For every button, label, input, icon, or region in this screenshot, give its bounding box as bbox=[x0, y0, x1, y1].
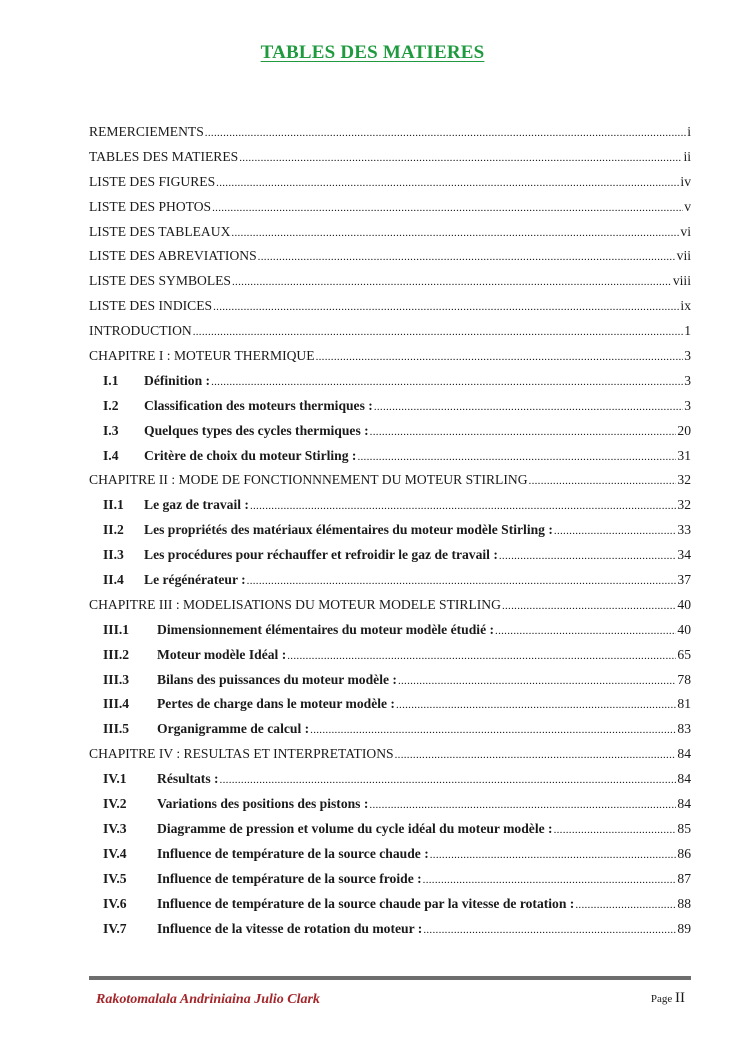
toc-entry[interactable] bbox=[89, 224, 691, 249]
toc-entry-page: 83 bbox=[677, 721, 691, 737]
toc-title: TABLES DES MATIERES bbox=[260, 42, 485, 63]
toc-dot-leader bbox=[374, 398, 683, 414]
toc-entry-label: LISTE DES INDICES bbox=[89, 298, 213, 314]
toc-entry-label: TABLES DES MATIERES bbox=[89, 148, 239, 164]
toc-entry-label: CHAPITRE I : MOTEUR THERMIQUE bbox=[89, 348, 315, 364]
toc-dot-leader bbox=[423, 921, 676, 937]
toc-entry-page: 3 bbox=[684, 348, 691, 364]
toc-entry-page: 40 bbox=[677, 621, 691, 637]
toc-entry-page: ii bbox=[683, 148, 691, 164]
toc-entry-page: 31 bbox=[677, 447, 691, 463]
toc-entry-number: IV.5 bbox=[103, 870, 127, 886]
toc-entry[interactable] bbox=[89, 174, 691, 199]
toc-entry[interactable] bbox=[89, 373, 691, 398]
toc-entry[interactable] bbox=[89, 696, 691, 721]
toc-entry-number: IV.6 bbox=[103, 895, 127, 911]
toc-entry-number: II.4 bbox=[103, 572, 124, 588]
toc-entry-label: Dimensionnement élémentaires du moteur modèle étudié : bbox=[157, 621, 495, 637]
toc-dot-leader bbox=[258, 248, 676, 264]
toc-entry-page: 32 bbox=[677, 497, 691, 513]
toc-entry-page: ix bbox=[680, 298, 691, 314]
toc-dot-leader bbox=[316, 348, 684, 364]
toc-entry[interactable] bbox=[89, 572, 691, 597]
toc-dot-leader bbox=[232, 273, 672, 289]
toc-entry[interactable] bbox=[89, 896, 691, 921]
toc-entry-page: 84 bbox=[677, 746, 691, 762]
toc-entry-number: II.1 bbox=[103, 497, 124, 513]
toc-entry-number: I.3 bbox=[103, 422, 119, 438]
toc-entry[interactable] bbox=[89, 423, 691, 448]
toc-entry-label: Le gaz de travail : bbox=[144, 497, 249, 513]
toc-dot-leader bbox=[369, 796, 676, 812]
toc-entry-page: 34 bbox=[677, 547, 691, 563]
toc-entry[interactable] bbox=[89, 647, 691, 672]
toc-entry[interactable] bbox=[89, 547, 691, 572]
toc-entry-label: CHAPITRE II : MODE DE FONCTIONNNEMENT DU MOTEUR STIRLING bbox=[89, 472, 528, 488]
toc-entry-page: v bbox=[684, 198, 691, 214]
toc-entry-label: Influence de température de la source chaude : bbox=[157, 845, 429, 861]
toc-entry-number: I.1 bbox=[103, 372, 119, 388]
toc-entry[interactable] bbox=[89, 273, 691, 298]
footer-rule bbox=[89, 976, 691, 980]
toc-entry-page: 87 bbox=[677, 870, 691, 886]
toc-entry-page: 1 bbox=[684, 323, 691, 339]
toc-dot-leader bbox=[529, 472, 677, 488]
toc-entry[interactable] bbox=[89, 721, 691, 746]
toc-entry-page: 86 bbox=[677, 845, 691, 861]
toc-entry-number: III.5 bbox=[103, 721, 130, 737]
toc-entry-page: iv bbox=[680, 173, 691, 189]
toc-entry-label: LISTE DES SYMBOLES bbox=[89, 273, 231, 289]
toc-entry[interactable] bbox=[89, 821, 691, 846]
toc-dot-leader bbox=[554, 522, 677, 538]
toc-entry[interactable] bbox=[89, 124, 691, 149]
toc-entry[interactable] bbox=[89, 348, 691, 373]
toc-entry-page: 88 bbox=[677, 895, 691, 911]
toc-entry-page: 65 bbox=[677, 646, 691, 662]
toc-entry-page: 3 bbox=[684, 372, 691, 388]
toc-entry-label: Pertes de charge dans le moteur modèle : bbox=[157, 696, 395, 712]
toc-dot-leader bbox=[193, 323, 684, 339]
toc-dot-leader bbox=[430, 846, 677, 862]
toc-entry[interactable] bbox=[89, 248, 691, 273]
toc-entry-label: Bilans des puissances du moteur modèle : bbox=[157, 671, 397, 687]
toc-entry[interactable] bbox=[89, 522, 691, 547]
toc-entry-page: viii bbox=[672, 273, 691, 289]
toc-dot-leader bbox=[220, 771, 677, 787]
toc-entry-page: 78 bbox=[677, 671, 691, 687]
toc-dot-leader bbox=[554, 821, 677, 837]
footer-page-word: Page bbox=[650, 993, 673, 1005]
toc-dot-leader bbox=[216, 174, 679, 190]
toc-entry-label: Classification des moteurs thermiques : bbox=[144, 397, 373, 413]
toc-entry[interactable] bbox=[89, 771, 691, 796]
toc-entry-label: CHAPITRE III : MODELISATIONS DU MOTEUR MODELE STIRLING bbox=[89, 596, 501, 612]
toc-entry-label: Définition : bbox=[144, 372, 211, 388]
table-of-contents bbox=[89, 124, 691, 945]
toc-entry-label: REMERCIEMENTS bbox=[89, 124, 204, 139]
toc-entry-page: 33 bbox=[677, 522, 691, 538]
toc-dot-leader bbox=[247, 572, 677, 588]
toc-entry[interactable] bbox=[89, 796, 691, 821]
toc-entry-label: Variations des positions des pistons : bbox=[157, 796, 369, 812]
toc-entry-page: 85 bbox=[677, 820, 691, 836]
toc-dot-leader bbox=[205, 124, 686, 140]
toc-entry-label: LISTE DES PHOTOS bbox=[89, 198, 212, 214]
toc-entry[interactable] bbox=[89, 149, 691, 174]
toc-entry-page: 32 bbox=[677, 472, 691, 488]
toc-entry-number: III.2 bbox=[103, 646, 130, 662]
toc-dot-leader bbox=[395, 746, 677, 762]
toc-entry-label: Diagramme de pression et volume du cycle idéal du moteur modèle : bbox=[157, 820, 553, 836]
toc-entry[interactable] bbox=[89, 597, 691, 622]
toc-entry-page: 84 bbox=[677, 771, 691, 787]
toc-entry-number: I.2 bbox=[103, 397, 119, 413]
toc-entry-label: Influence de température de la source chaude par la vitesse de rotation : bbox=[157, 895, 575, 911]
toc-entry[interactable] bbox=[89, 746, 691, 771]
toc-entry[interactable] bbox=[89, 672, 691, 697]
toc-entry-label: LISTE DES FIGURES bbox=[89, 173, 216, 189]
toc-dot-leader bbox=[357, 448, 676, 464]
toc-entry-page: 20 bbox=[677, 422, 691, 438]
toc-entry-page: 3 bbox=[684, 397, 691, 413]
toc-entry-number: III.3 bbox=[103, 671, 130, 687]
toc-entry-label: Résultats : bbox=[157, 771, 219, 787]
toc-entry-label: Influence de la vitesse de rotation du moteur : bbox=[157, 920, 423, 936]
toc-dot-leader bbox=[370, 423, 677, 439]
toc-dot-leader bbox=[211, 373, 683, 389]
footer-author: Rakotomalala Andriniaina Julio Clark bbox=[96, 992, 320, 1007]
toc-dot-leader bbox=[396, 696, 676, 712]
toc-entry-page: vii bbox=[676, 248, 691, 264]
toc-entry-label: Moteur modèle Idéal : bbox=[157, 646, 287, 662]
toc-dot-leader bbox=[499, 547, 677, 563]
toc-entry-label: Influence de température de la source froide : bbox=[157, 870, 422, 886]
toc-entry-number: IV.3 bbox=[103, 820, 127, 836]
toc-entry-number: I.4 bbox=[103, 447, 119, 463]
toc-entry-label: Quelques types des cycles thermiques : bbox=[144, 422, 369, 438]
toc-dot-leader bbox=[398, 672, 676, 688]
toc-entry-page: vi bbox=[680, 223, 691, 239]
toc-entry[interactable] bbox=[89, 472, 691, 497]
toc-entry-number: III.1 bbox=[103, 621, 130, 637]
toc-entry[interactable] bbox=[89, 298, 691, 323]
toc-entry[interactable] bbox=[89, 199, 691, 224]
toc-entry-page: i bbox=[687, 124, 691, 139]
toc-entry-number: II.3 bbox=[103, 547, 124, 563]
toc-entry[interactable] bbox=[89, 497, 691, 522]
toc-entry-number: IV.7 bbox=[103, 920, 127, 936]
toc-entry-label: Critère de choix du moteur Stirling : bbox=[144, 447, 357, 463]
toc-entry-label: Les procédures pour réchauffer et refroidir le gaz de travail : bbox=[144, 547, 498, 563]
toc-entry-page: 84 bbox=[677, 796, 691, 812]
toc-entry-page: 37 bbox=[677, 572, 691, 588]
toc-entry-number: IV.4 bbox=[103, 845, 127, 861]
toc-entry-label: LISTE DES TABLEAUX bbox=[89, 223, 231, 239]
toc-entry[interactable] bbox=[89, 323, 691, 348]
toc-entry-label: CHAPITRE IV : RESULTAS ET INTERPRETATIONS bbox=[89, 746, 394, 762]
toc-entry[interactable] bbox=[89, 448, 691, 473]
toc-entry-label: INTRODUCTION bbox=[89, 323, 192, 339]
toc-entry-number: IV.1 bbox=[103, 771, 127, 787]
toc-entry-page: 81 bbox=[677, 696, 691, 712]
toc-entry-number: III.4 bbox=[103, 696, 130, 712]
toc-dot-leader bbox=[231, 224, 679, 240]
toc-entry-label: Les propriétés des matériaux élémentaires du moteur modèle Stirling : bbox=[144, 522, 553, 538]
footer-page-number: II bbox=[675, 990, 685, 1006]
toc-dot-leader bbox=[575, 896, 676, 912]
toc-entry-label: Organigramme de calcul : bbox=[157, 721, 310, 737]
toc-dot-leader bbox=[495, 622, 676, 638]
toc-entry[interactable] bbox=[89, 871, 691, 896]
toc-entry[interactable] bbox=[89, 846, 691, 871]
toc-entry-page: 40 bbox=[677, 596, 691, 612]
toc-dot-leader bbox=[502, 597, 676, 613]
toc-dot-leader bbox=[423, 871, 677, 887]
toc-dot-leader bbox=[310, 721, 676, 737]
toc-entry-number: II.2 bbox=[103, 522, 124, 538]
toc-dot-leader bbox=[287, 647, 676, 663]
toc-entry[interactable] bbox=[89, 921, 691, 946]
toc-dot-leader bbox=[250, 497, 676, 513]
toc-entry-label: LISTE DES ABREVIATIONS bbox=[89, 248, 257, 264]
toc-entry[interactable] bbox=[89, 622, 691, 647]
toc-entry-label: Le régénérateur : bbox=[144, 572, 246, 588]
toc-dot-leader bbox=[212, 199, 683, 215]
footer-page-label bbox=[651, 990, 685, 1007]
toc-dot-leader bbox=[239, 149, 682, 165]
toc-entry-page: 89 bbox=[677, 920, 691, 936]
toc-entry[interactable] bbox=[89, 398, 691, 423]
toc-entry-number: IV.2 bbox=[103, 796, 127, 812]
toc-dot-leader bbox=[213, 298, 679, 314]
